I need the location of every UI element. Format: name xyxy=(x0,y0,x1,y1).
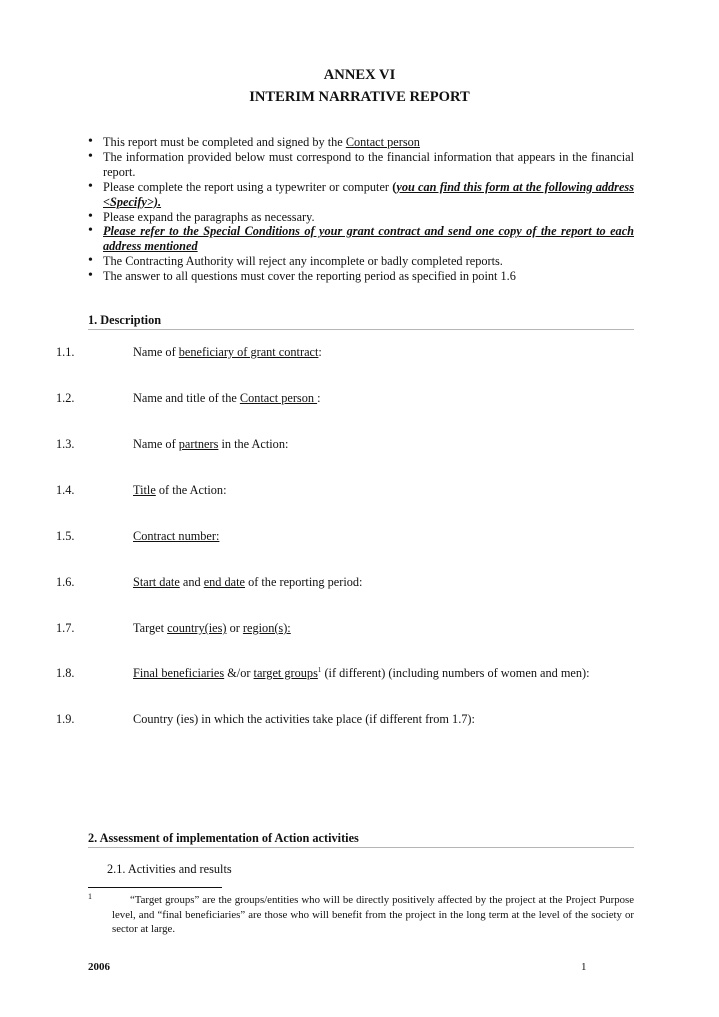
document-title: INTERIM NARRATIVE REPORT xyxy=(249,89,470,105)
item-reporting-period: Start date and end date of the reporting period: xyxy=(133,575,363,589)
item-number: 1.2. xyxy=(56,391,75,405)
footer-year: 2006 xyxy=(88,961,110,973)
list-item: • The answer to all questions must cover the reporting period as specified in point 1.6 xyxy=(88,269,634,284)
list-item xyxy=(88,224,634,254)
item-number: 1.9. xyxy=(56,712,75,726)
item-contract-number: Contract number: xyxy=(133,529,220,543)
item-beneficiary: Name of beneficiary of grant contract: xyxy=(133,345,322,359)
footnote-reference: 1 xyxy=(317,666,322,674)
contact-person-term: Contact person xyxy=(345,135,420,149)
item-contact-person: Name and title of the Contact person : xyxy=(133,391,321,405)
item-final-beneficiaries: Final beneficiaries &/or target groups$^1$ (if different) (including numbers of women and men): xyxy=(133,666,590,681)
item-title: Title of the Action: xyxy=(133,483,227,497)
list-item: • This report must be completed and signed by the Contact person xyxy=(88,135,634,150)
section-heading-assessment: 2. Assessment of implementation of Action activities xyxy=(88,831,634,848)
item-number: 1.7. xyxy=(56,621,75,635)
form-address-note: you can find this form at the following address <Specify>). xyxy=(103,179,634,209)
subsection-activities-results: 2.1. Activities and results xyxy=(107,862,232,876)
item-number: 1.1. xyxy=(56,345,75,359)
instructions-list xyxy=(88,135,634,284)
list-item: • Please complete the report using a typewriter or computer (you can find this form at the following address <Specify>). xyxy=(88,180,634,210)
footnote-separator xyxy=(88,887,222,888)
footnote-marker: 1 xyxy=(88,892,92,901)
list-item: • Please expand the paragraphs as necessary. xyxy=(88,210,634,225)
item-target-country: Target country(ies) or region(s): xyxy=(133,621,291,635)
item-activity-countries: Country (ies) in which the activities take place (if different from 1.7): xyxy=(133,712,475,726)
section-heading-description: 1. Description xyxy=(88,313,634,330)
list-item: • The Contracting Authority will reject any incomplete or badly completed reports. xyxy=(88,254,634,269)
list-item: • The information provided below must correspond to the financial information that appears in the financial report. xyxy=(88,150,634,180)
item-partners: Name of partners in the Action: xyxy=(133,437,289,451)
item-number: 1.5. xyxy=(56,529,75,543)
item-number: 1.6. xyxy=(56,575,75,589)
item-number: 1.4. xyxy=(56,483,75,497)
annex-label: ANNEX VI xyxy=(323,67,396,83)
item-number: 1.8. xyxy=(56,666,75,680)
footnote-text: “Target groups” are the groups/entities who will be directly positively affected by the project at the Project Purpose level, and “final beneficiaries” are those who will benefit from the project in the long term at the level of the society or sector at large. xyxy=(112,894,634,936)
special-conditions-note: Please refer to the Special Conditions of your grant contract and send one copy of the report to each address mentioned xyxy=(103,224,634,254)
page-number: 1 xyxy=(581,961,587,973)
item-number: 1.3. xyxy=(56,437,75,451)
